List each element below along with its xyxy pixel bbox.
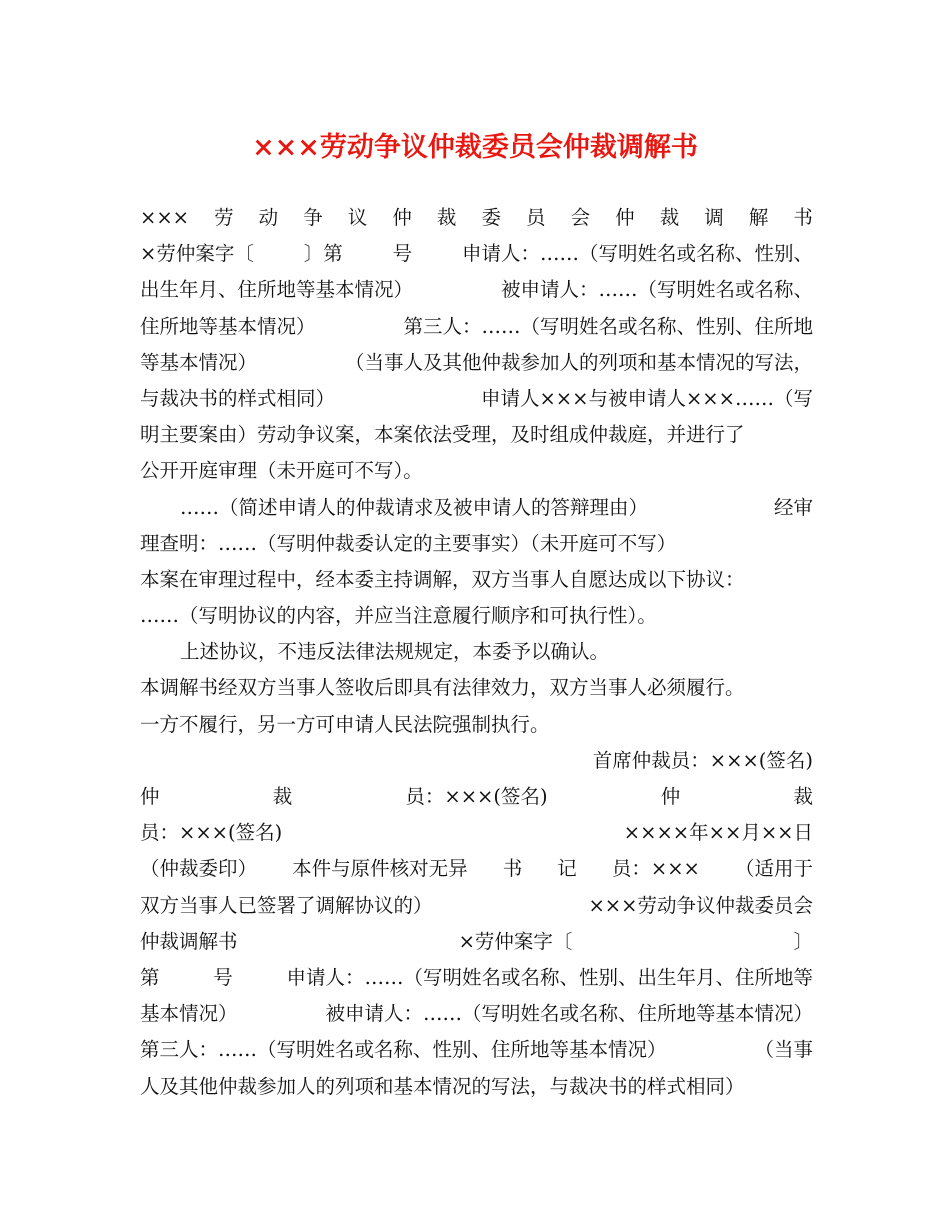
line-text: 首席仲裁员：×××(签名): [592, 748, 813, 772]
line-segment: 书: [502, 857, 523, 881]
line-segment: 与裁决书的样式相同）: [140, 386, 336, 410]
line-text: 人及其他仲裁参加人的列项和基本情况的写法，与裁决书的样式相同）: [140, 1074, 745, 1098]
document-body: [140, 200, 813, 1105]
line-segment: 基本情况）: [140, 1002, 238, 1026]
document-line: [140, 707, 813, 743]
line-segment: ×劳仲案字〔: [140, 242, 254, 266]
line-segment: 明主要案由）劳动争议案，本案依法受理，及时组成仲裁庭，并进行了: [140, 423, 745, 447]
line-segment: 本案在审理过程中，经本委主持调解，双方当事人自愿达成以下协议：: [140, 567, 745, 591]
line-segment: 双方当事人已签署了调解协议的）: [140, 893, 433, 917]
line-segment: 等基本情况）: [140, 350, 258, 374]
line-segment: 第三人：……（写明姓名或名称、性别、住所地: [403, 314, 813, 338]
document-line: [140, 562, 813, 598]
document-line: [140, 924, 813, 960]
document-line: [140, 381, 813, 417]
line-segment: 〕: [793, 929, 813, 953]
line-segment: 申请人：……（写明姓名或名称、性别、: [461, 242, 813, 266]
line-segment: 被申请人：……（写明姓名或名称、: [500, 278, 813, 302]
document-line: [140, 453, 813, 489]
line-segment: 员：×××: [611, 857, 700, 881]
line-text: ……（写明协议的内容，并应当注意履行顺序和可执行性）。: [140, 604, 657, 628]
document-line: [140, 1069, 813, 1105]
line-segment: 理查明：……（写明仲裁委认定的主要事实）（未开庭可不写）: [140, 531, 677, 555]
line-segment: （适用于: [734, 857, 813, 881]
line-segment: 〕第: [303, 242, 343, 266]
line-segment: 争: [303, 206, 323, 229]
line-segment: ××××年××月××日: [623, 821, 813, 845]
line-segment: 仲: [140, 785, 160, 808]
line-segment: 仲: [615, 206, 635, 229]
line-segment: 动: [258, 206, 279, 229]
line-segment: 调: [704, 206, 724, 229]
line-segment: 劳: [214, 206, 234, 229]
line-text: 上述协议，不违反法律法规规定，本委予以确认。: [180, 640, 610, 664]
line-segment: ×劳仲案字〔: [458, 929, 573, 953]
document-line: [140, 815, 813, 851]
line-segment: 第三人：……（写明姓名或名称、性别、住所地等基本情况）: [140, 1038, 667, 1062]
line-segment: 仲: [392, 206, 412, 229]
line-segment: 议: [347, 206, 368, 229]
line-segment: 本件与原件核对无异: [292, 857, 468, 881]
document-line: [140, 779, 813, 815]
document-line: [140, 490, 813, 526]
line-segment: 记: [557, 857, 577, 881]
line-segment: 会: [570, 206, 591, 229]
line-segment: 本调解书经双方当事人签收后即具有法律效力，双方当事人必须履行。: [140, 676, 745, 700]
document-line: [140, 634, 813, 670]
line-segment: 员: [526, 206, 546, 229]
line-segment: 裁: [793, 785, 813, 808]
line-segment: 被申请人：……（写明姓名或名称、住所地等基本情况）: [325, 1002, 813, 1026]
document-line: [140, 960, 813, 996]
document-line: [140, 851, 813, 887]
line-text: 公开开庭审理（未开庭可不写）。: [140, 459, 423, 483]
line-segment: 号: [213, 965, 233, 989]
document-line: [140, 345, 813, 381]
line-segment: 裁: [272, 785, 293, 808]
line-segment: 号: [392, 242, 413, 266]
document-line: [140, 526, 813, 562]
document-line: [140, 598, 813, 634]
document-line: [140, 743, 813, 779]
line-segment: 第: [140, 965, 160, 989]
line-segment: 裁: [436, 206, 457, 229]
line-segment: 申请人×××与被申请人×××……（写: [480, 386, 813, 410]
line-segment: 住所地等基本情况）: [140, 314, 316, 338]
document-line: [140, 272, 813, 308]
document-line: [140, 236, 813, 272]
line-segment: 经审: [773, 495, 813, 519]
line-segment: ×××: [140, 206, 190, 229]
document-line: [140, 670, 813, 706]
line-segment: ……（简述申请人的仲裁请求及被申请人的答辩理由）: [180, 495, 649, 519]
line-segment: 书: [793, 206, 813, 229]
line-segment: 解: [748, 206, 769, 229]
document-line: [140, 1032, 813, 1068]
document-title: ×××劳动争议仲裁委员会仲裁调解书: [252, 132, 698, 163]
document-line: [140, 417, 813, 453]
line-segment: 员：×××(签名): [405, 785, 548, 808]
document-line: [140, 888, 813, 924]
line-segment: （仲裁委印）: [140, 857, 258, 881]
line-segment: 委: [481, 206, 501, 229]
line-segment: 裁: [659, 206, 680, 229]
line-segment: 员：×××(签名): [140, 821, 283, 845]
document-line: [140, 200, 813, 236]
line-segment: （当事: [754, 1038, 813, 1062]
document-line: [140, 309, 813, 345]
line-segment: ×××劳动争议仲裁委员会: [588, 893, 813, 917]
line-segment: 出生年月、住所地等基本情况）: [140, 278, 414, 302]
line-segment: 仲裁调解书: [140, 929, 238, 953]
line-segment: 申请人：……（写明姓名或名称、性别、出生年月、住所地等: [286, 965, 813, 989]
document-line: [140, 996, 813, 1032]
line-segment: （当事人及其他仲裁参加人的列项和基本情况的写法，: [344, 350, 813, 374]
line-text: 一方不履行，另一方可申请人民法院强制执行。: [140, 712, 550, 736]
line-segment: 仲: [660, 785, 681, 808]
